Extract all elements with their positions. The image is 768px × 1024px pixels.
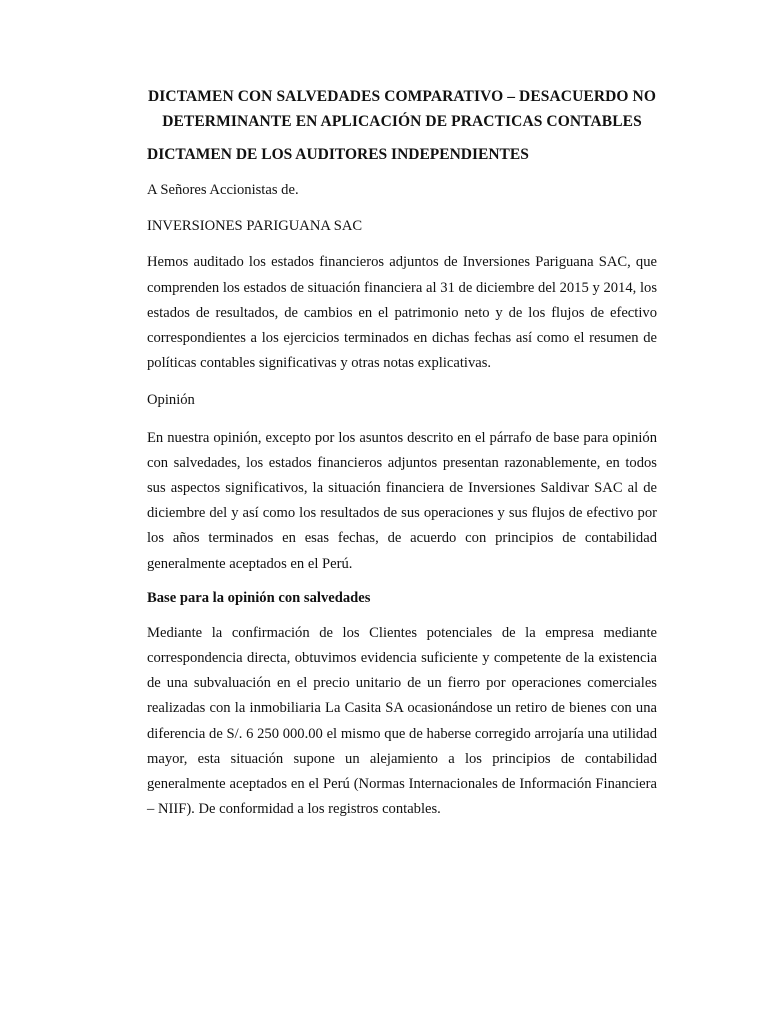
opinion-heading: Opinión — [147, 392, 195, 409]
audit-scope-paragraph: Hemos auditado los estados financieros adjuntos de Inversiones Pariguana SAC, que comprenden los estados de situación financiera al 31 de diciembre del 2015 y 2014, los estados de resultados, de cambios en el patrimonio neto y de los flujos de efectivo correspondientes a los ejercicios terminados en dichas fechas así como el resumen de políticas contables significativas y otras notas explicativas. — [147, 254, 657, 372]
company-name: INVERSIONES PARIGUANA SAC — [147, 218, 363, 235]
opinion-paragraph: En nuestra opinión, excepto por los asuntos descrito en el párrafo de base para opinión con salvedades, los estados financieros adjuntos presentan razonablemente, en todos sus aspectos significativos, la situación financiera de Inversiones Saldivar SAC al de diciembre del y así como los resultados de sus operaciones y sus flujos de efectivo por los años terminados en esas fechas, de acuerdo con principios de contabilidad generalmente aceptados en el Perú. — [147, 429, 657, 572]
qualified-basis-heading: Base para la opinión con salvedades — [147, 589, 371, 606]
qualified-basis-paragraph: Mediante la confirmación de los Clientes potenciales de la empresa mediante correspondencia directa, obtuvimos evidencia suficiente y competente de la existencia de una subvaluación en el precio unitario de un fierro por operaciones comerciales realizadas con la inmobiliaria La Casita SA ocasionándose un retiro de bienes con una diferencia de S/. 6 250 000.00 el mismo que de haberse corregido arrojaría una utilidad mayor, esta situación supone un alejamiento a los principios de contabilidad generalmente aceptados en el Perú (Normas Internacionales de Información Financiera – NIIF). De conformidad a los registros contables. — [147, 624, 657, 818]
document-body — [147, 84, 657, 822]
document-title: DICTAMEN CON SALVEDADES COMPARATIVO – DESACUERDO NO DETERMINANTE EN APLICACIÓN DE PRACTICAS CONTABLES — [147, 88, 656, 130]
salutation: A Señores Accionistas de. — [147, 182, 299, 198]
document-subtitle: DICTAMEN DE LOS AUDITORES INDEPENDIENTES — [147, 146, 529, 163]
